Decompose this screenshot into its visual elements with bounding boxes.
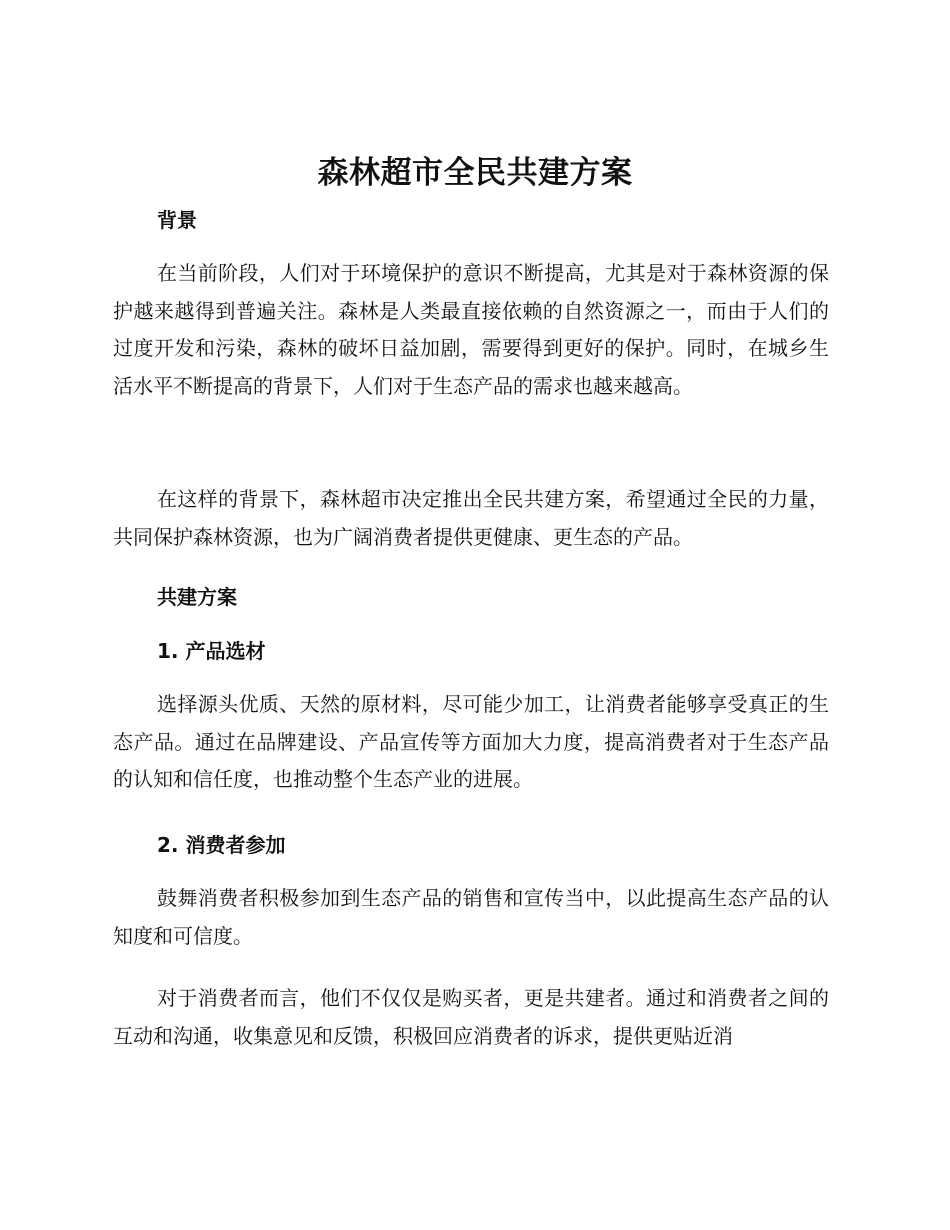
paragraph-product-selection: 选择源头优质、天然的原材料，尽可能少加工，让消费者能够享受真正的生态产品。通过在品牌建设、产品宣传等方面加大力度，提高消费者对于生态产品的认知和信任度，也推动整个生态产业的进展。 [113,692,829,791]
subsection-heading-consumer-participation: 2. 消费者参加 [157,833,286,857]
paragraph-consumer-participation-1: 鼓舞消费者积极参加到生态产品的销售和宣传当中，以此提高生态产品的认知度和可信度。 [113,886,829,948]
paragraph-background-2: 在这样的背景下，森林超市决定推出全民共建方案，希望通过全民的力量，共同保护森林资源，也为广阔消费者提供更健康、更生态的产品。 [113,487,829,549]
section-heading-plan: 共建方案 [157,585,237,609]
subsection-heading-product-selection: 1. 产品选材 [157,639,266,663]
paragraph-background-1: 在当前阶段，人们对于环境保护的意识不断提高，尤其是对于森林资源的保护越来越得到普遍关注。森林是人类最直接依赖的自然资源之一，而由于人们的过度开发和污染，森林的破坏日益加剧，需要得到更好的保护。同时，在城乡生活水平不断提高的背景下，人们对于生态产品的需求也越来越高。 [113,261,829,398]
paragraph-consumer-participation-2: 对于消费者而言，他们不仅仅是购买者，更是共建者。通过和消费者之间的互动和沟通，收集意见和反馈，积极回应消费者的诉求，提供更贴近消 [113,986,829,1048]
document-title: 森林超市全民共建方案 [317,155,633,191]
section-heading-background: 背景 [157,208,197,232]
